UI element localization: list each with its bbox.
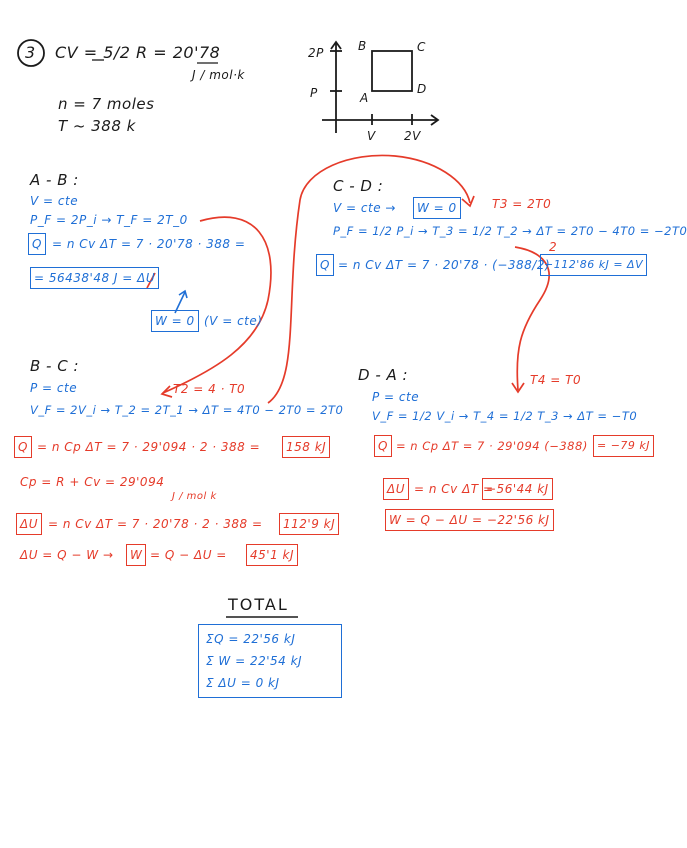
bc-du-result: 112'9 kJ: [283, 517, 336, 531]
da-du-line: = n Cv ΔT =: [414, 482, 494, 496]
ab-line-2: P_F = 2P_i → T_F = 2T_0: [30, 213, 188, 227]
bc-w-line: ΔU = Q − W →: [20, 548, 114, 562]
bc-w-eq: = Q − ΔU =: [150, 548, 227, 562]
cd-line-2: P_F = 1/2 P_i → T_3 = 1/2 T_2 → ΔT = 2T0 − 4T0 = −2T0: [333, 224, 687, 238]
cd-t3: T3 = 2T0: [492, 197, 552, 211]
ab-result-box: = 56438'48 J = ΔU: [34, 271, 156, 285]
total-w: Σ W = 22'54 kJ: [206, 654, 303, 668]
bc-cp-line: Cp = R + Cv = 29'094: [20, 475, 165, 489]
total-du: Σ ΔU = 0 kJ: [206, 676, 280, 690]
ab-w-box: W = 0: [155, 314, 195, 328]
bc-du-line: = n Cv ΔT = 7 · 20'78 · 2 · 388 =: [48, 517, 263, 531]
temperature-value: T ~ 388 k: [58, 117, 136, 135]
pv-label-2p: 2P: [308, 46, 324, 60]
da-q-box: Q: [378, 439, 388, 453]
cd-q-box: Q: [320, 258, 330, 272]
da-title: D - A :: [358, 366, 409, 384]
cd-line-1: V = cte →: [333, 201, 396, 215]
cv-formula: CV = 5/2 R = 20'78: [55, 43, 221, 62]
pv-point-a: A: [360, 91, 369, 105]
ab-line-3: = n Cv ΔT = 7 · 20'78 · 388 =: [52, 237, 246, 251]
pv-point-d: D: [417, 82, 427, 96]
ab-w-note: (V = cte): [204, 314, 263, 328]
ab-q-box: Q: [32, 237, 42, 251]
total-title: TOTAL: [228, 595, 289, 614]
da-du-box: ΔU: [387, 482, 405, 496]
da-t4: T4 = T0: [530, 373, 582, 387]
problem-number: 3: [25, 43, 36, 62]
pv-point-c: C: [417, 40, 426, 54]
cd-two-note: 2: [549, 240, 558, 254]
bc-w-box: W: [130, 548, 143, 562]
cd-result-box: −112'86 kJ = ΔV: [542, 256, 645, 274]
da-w-line: W = Q − ΔU = −22'56 kJ: [389, 513, 550, 527]
bc-w-result: 45'1 kJ: [250, 548, 295, 562]
da-line-2: V_F = 1/2 V_i → T_4 = 1/2 T_3 → ΔT = −T0: [372, 409, 638, 423]
bc-du-box: ΔU: [20, 517, 38, 531]
ab-title: A - B :: [30, 171, 79, 189]
moles-value: n = 7 moles: [58, 95, 155, 113]
bc-t2: T2 = 4 · T0: [173, 382, 246, 396]
bc-line-1: P = cte: [30, 381, 78, 395]
bc-line-2: V_F = 2V_i → T_2 = 2T_1 → ΔT = 4T0 − 2T0 = 2T0: [30, 403, 344, 417]
ab-line-1: V = cte: [30, 194, 79, 208]
da-line-1: P = cte: [372, 390, 420, 404]
pv-point-b: B: [358, 39, 367, 53]
pv-label-p: P: [310, 86, 318, 100]
cycle-square: [372, 51, 412, 91]
pv-label-v: V: [367, 129, 376, 143]
bc-q-box: Q: [18, 440, 28, 454]
bc-q-result: 158 kJ: [286, 440, 327, 454]
da-du-result: −56'44 kJ: [486, 482, 549, 496]
cv-units: J / mol·k: [192, 68, 245, 82]
cd-line-3: = n Cv ΔT = 7 · 20'78 · (−388/2): [338, 258, 551, 272]
bc-cp-units: J / mol k: [172, 491, 217, 502]
bc-title: B - C :: [30, 357, 80, 375]
da-line-3: = n Cp ΔT = 7 · 29'094 (−388): [396, 439, 588, 453]
pv-label-2v: 2V: [404, 129, 421, 143]
total-q: ΣQ = 22'56 kJ: [206, 632, 296, 646]
da-q-result: = −79 kJ: [595, 437, 652, 455]
cd-title: C - D :: [333, 177, 384, 195]
bc-line-3: = n Cp ΔT = 7 · 29'094 · 2 · 388 =: [37, 440, 261, 454]
cd-w-box: W = 0: [417, 201, 457, 215]
